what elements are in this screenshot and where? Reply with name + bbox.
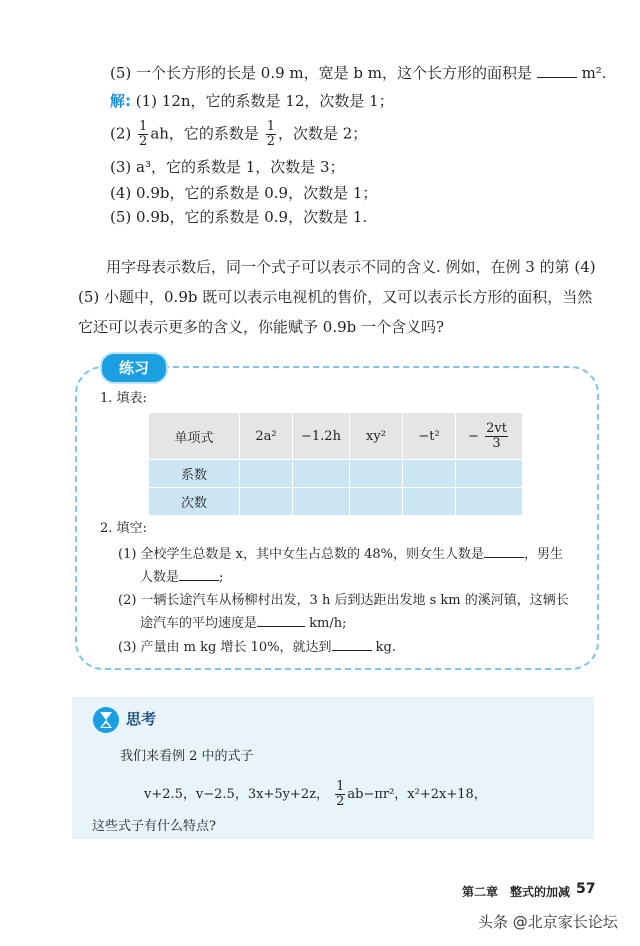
table-row-label: 次数 [149, 488, 240, 516]
answer-blank [332, 636, 372, 651]
question-2-3-text: (3) 产量由 m kg 增长 10%，就达到 [118, 640, 332, 655]
solution-2-prefix: (2) [110, 124, 132, 143]
question-2-1-text: (1) 全校学生总数是 x，其中女生占总数的 48%，则女生人数是 [118, 547, 485, 562]
fraction-denominator: 2 [266, 134, 275, 149]
fraction-half-2 [266, 120, 276, 149]
think-title: 思考 [126, 710, 157, 728]
question-2-2-line-b [140, 612, 347, 635]
table-cell [240, 460, 293, 488]
question-2-3-line [118, 636, 396, 659]
question-2-1-text-d: ; [219, 570, 224, 585]
think-expressions [144, 780, 487, 809]
minus-sign: − [468, 428, 479, 444]
solution-line-1 [110, 90, 394, 112]
body-paragraph: 用字母表示数后，同一个式子可以表示不同的含义. 例如，在例 3 的第 (4)(5) 小题中，0.9b 既可以表示电视机的售价，又可以表示长方形的面积，当然它还可以表示更多的含义，你能赋予 0.9b 一个含义吗? [78, 258, 596, 336]
table-cell [456, 488, 523, 516]
think-line-1: 我们来看例 2 中的式子 [120, 749, 254, 764]
expression-text-a: v+2.5，v−2.5，3x+5y+2z， [144, 787, 329, 802]
fraction-denominator: 2 [336, 794, 345, 809]
practice-question-1: 1. 填表: [100, 391, 147, 406]
expression-text-b: ab−πr²，x²+2x+18， [347, 787, 487, 802]
exercise-item-5 [110, 62, 607, 84]
question-2-1-text-b: ，男生 [524, 547, 564, 562]
unit-text: kg. [375, 640, 396, 655]
question-2-2-text: 途汽车的平均速度是 [140, 616, 258, 631]
table-row-coefficient [149, 460, 523, 488]
table-header-cell: xy² [350, 413, 403, 460]
unit-text: km/h; [309, 616, 347, 631]
question-2-1-line-a [118, 543, 563, 566]
table-cell [403, 488, 456, 516]
think-line-3: 这些式子有什么特点? [92, 819, 216, 834]
fraction-denominator: 2 [139, 134, 148, 149]
practice-tab: 练习 [100, 352, 168, 384]
exercise-item-5-text: (5) 一个长方形的长是 0.9 m，宽是 b m，这个长方形的面积是 [110, 64, 532, 82]
fraction-numerator: 1 [139, 119, 148, 134]
table-header-cell: 2a² [240, 413, 293, 460]
monomial-table [148, 412, 523, 516]
table-header-cell: −t² [403, 413, 456, 460]
unit-text: m². [581, 64, 607, 82]
fraction-numerator: 2vt [486, 420, 507, 436]
table-cell [350, 488, 403, 516]
solution-line-2 [110, 120, 367, 149]
question-2-1-line-b [140, 566, 223, 589]
answer-blank [179, 566, 219, 581]
solution-line-5: (5) 0.9b，它的系数是 0.9，次数是 1. [110, 208, 368, 226]
solution-line-3: (3) a³，它的系数是 1，次数是 3； [110, 158, 345, 176]
table-row-degree [149, 488, 523, 516]
page-number: 57 [576, 881, 596, 897]
table-header-cell-fraction [456, 413, 523, 460]
fraction-half [335, 780, 345, 809]
fraction-half [138, 120, 148, 149]
table-cell [350, 460, 403, 488]
table-cell [293, 488, 350, 516]
answer-blank [484, 543, 524, 558]
fraction-denominator: 3 [492, 435, 501, 451]
watermark: 头条 @北京家长论坛 [478, 913, 618, 931]
table-cell [293, 460, 350, 488]
fraction-numerator: 1 [266, 119, 275, 134]
hourglass-icon [92, 706, 120, 734]
solution-1-text: (1) 12n，它的系数是 12，次数是 1； [135, 92, 394, 110]
fraction-numerator: 1 [336, 779, 345, 794]
question-2-1-text-c: 人数是 [140, 570, 180, 585]
table-header-cell: −1.2h [293, 413, 350, 460]
table-row-label: 系数 [149, 460, 240, 488]
solution-2-suffix: ，次数是 2； [277, 124, 368, 143]
fraction-2vt-3 [485, 422, 508, 451]
table-cell [456, 460, 523, 488]
table-header-row [149, 413, 523, 460]
table-cell [240, 488, 293, 516]
question-2-2-line-a: (2) 一辆长途汽车从杨柳村出发，3 h 后到达距出发地 s km 的溪河镇，这辆长 [118, 593, 569, 608]
solution-label: 解: [110, 92, 131, 110]
answer-blank [257, 612, 305, 627]
practice-question-2: 2. 填空: [100, 521, 147, 536]
solution-2-mid: ah，它的系数是 [150, 124, 259, 143]
chapter-label: 第二章 整式的加减 [462, 885, 571, 899]
answer-blank [537, 63, 577, 78]
solution-line-4: (4) 0.9b，它的系数是 0.9，次数是 1； [110, 184, 378, 202]
table-header-cell: 单项式 [149, 413, 240, 460]
table-cell [403, 460, 456, 488]
